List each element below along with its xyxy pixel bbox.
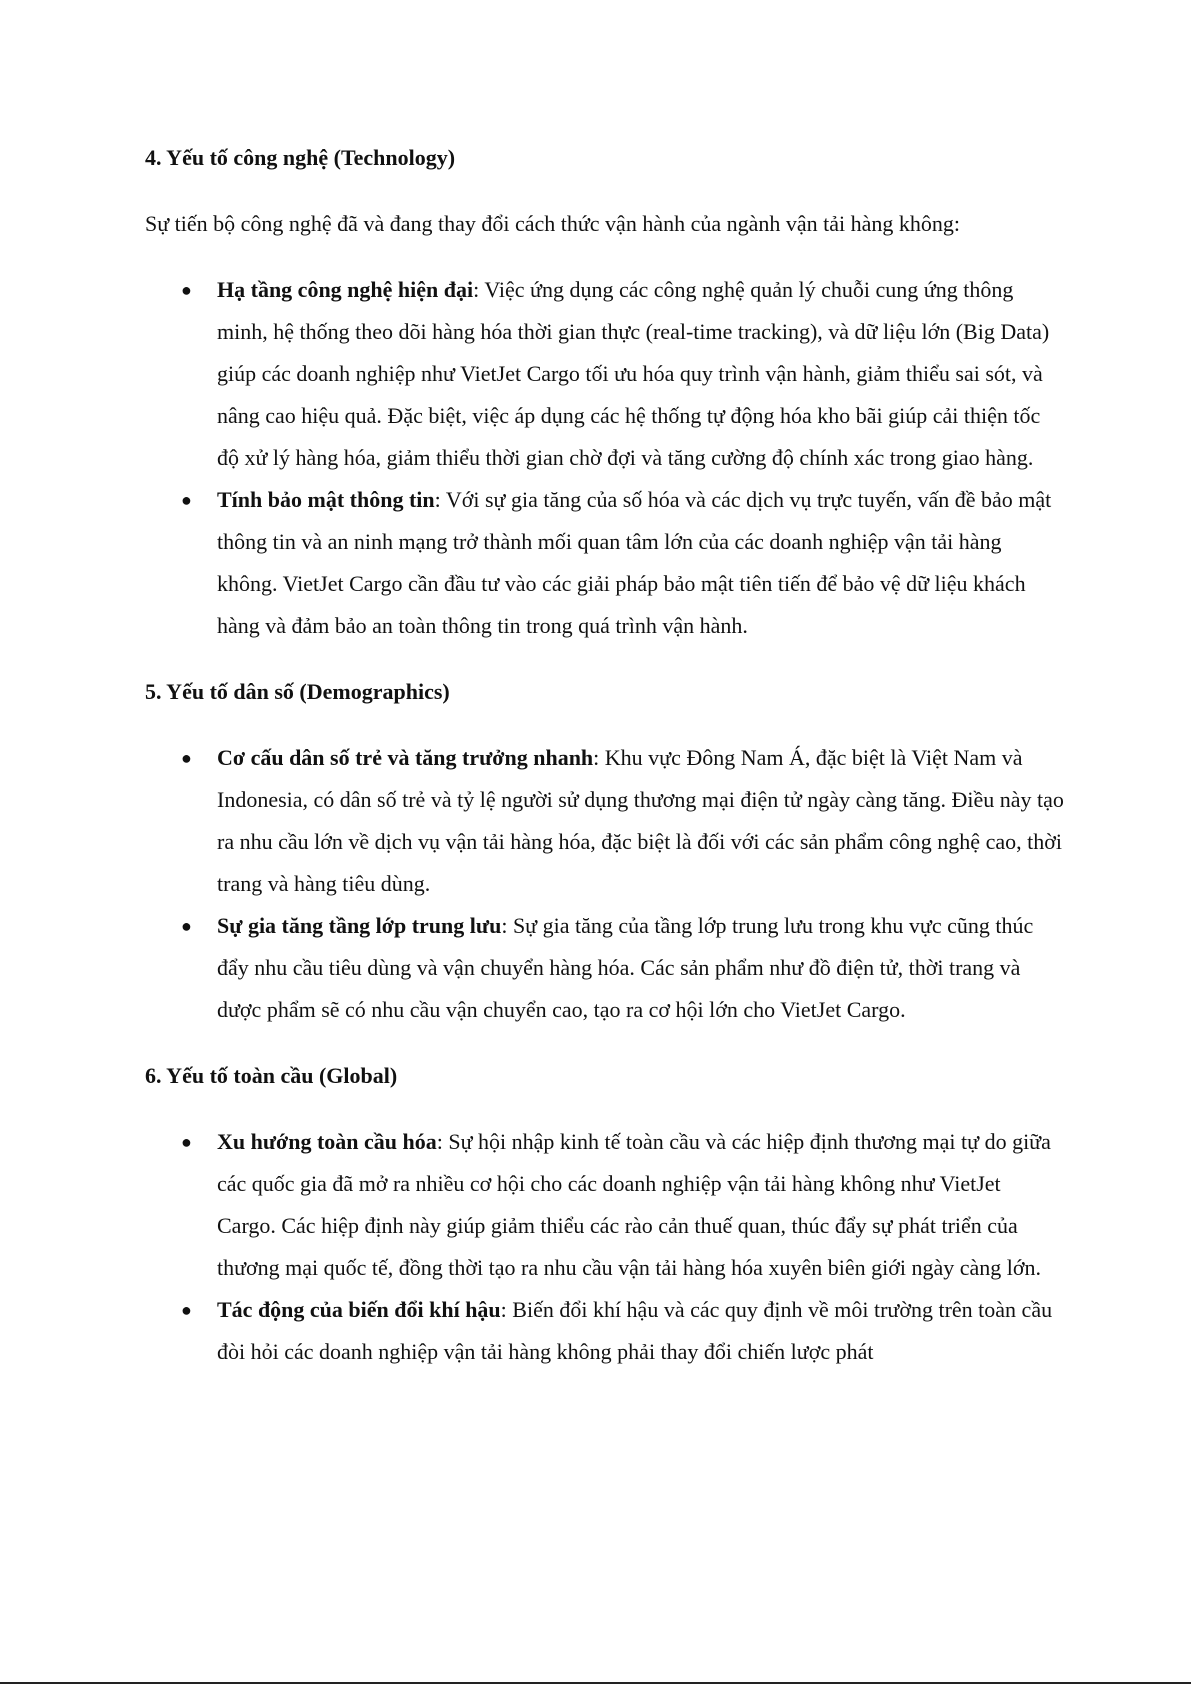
section-technology	[145, 137, 1065, 647]
bullet-term: Sự gia tăng tầng lớp trung lưu	[217, 913, 502, 938]
section-demographics	[145, 671, 1065, 1031]
list-item	[145, 1289, 1065, 1373]
bullet-list	[145, 737, 1065, 1031]
bullet-term: Xu hướng toàn cầu hóa	[217, 1129, 437, 1154]
bullet-term: Tính bảo mật thông tin	[217, 487, 435, 512]
page-bottom-rule	[0, 1682, 1191, 1684]
list-item	[145, 1121, 1065, 1289]
section-heading: 6. Yếu tố toàn cầu (Global)	[145, 1063, 398, 1088]
bullet-text: : Biến đổi khí hậu và các quy định về môi trường trên toàn cầu đòi hỏi các doanh nghiệp vận tải hàng không phải thay đổi chiến lược phát	[217, 1297, 1053, 1364]
bullet-term: Cơ cấu dân số trẻ và tăng trưởng nhanh	[217, 745, 594, 770]
section-intro: Sự tiến bộ công nghệ đã và đang thay đổi cách thức vận hành của ngành vận tải hàng không:	[145, 211, 961, 236]
bullet-icon: ●	[181, 1132, 192, 1152]
list-item	[145, 905, 1065, 1031]
bullet-icon: ●	[181, 280, 192, 300]
bullet-term: Tác động của biến đổi khí hậu	[217, 1297, 501, 1322]
bullet-text: : Sự hội nhập kinh tế toàn cầu và các hiệp định thương mại tự do giữa các quốc gia đã mở ra nhiều cơ hội cho các doanh nghiệp vận tải hàng không như VietJet Cargo. Các hiệp định này giúp giảm thiểu các rào cản thuế quan, thúc đẩy sự phát triển của thương mại quốc tế, đồng thời tạo ra nhu cầu vận tải hàng hóa xuyên biên giới ngày càng lớn.	[217, 1129, 1051, 1280]
section-heading: 5. Yếu tố dân số (Demographics)	[145, 679, 450, 704]
bullet-term: Hạ tầng công nghệ hiện đại	[217, 277, 474, 302]
bullet-icon: ●	[181, 748, 192, 768]
section-global	[145, 1055, 1065, 1373]
bullet-text: : Với sự gia tăng của số hóa và các dịch vụ trực tuyến, vấn đề bảo mật thông tin và an ninh mạng trở thành mối quan tâm lớn của các doanh nghiệp vận tải hàng không. VietJet Cargo cần đầu tư vào các giải pháp bảo mật tiên tiến để bảo vệ dữ liệu khách hàng và đảm bảo an toàn thông tin trong quá trình vận hành.	[217, 487, 1052, 638]
bullet-icon: ●	[181, 490, 192, 510]
section-heading: 4. Yếu tố công nghệ (Technology)	[145, 145, 456, 170]
bullet-icon: ●	[181, 916, 192, 936]
page-content	[145, 137, 1065, 1397]
bullet-list	[145, 269, 1065, 647]
list-item	[145, 737, 1065, 905]
bullet-text: : Sự gia tăng của tầng lớp trung lưu trong khu vực cũng thúc đẩy nhu cầu tiêu dùng và vận chuyển hàng hóa. Các sản phẩm như đồ điện tử, thời trang và dược phẩm sẽ có nhu cầu vận chuyển cao, tạo ra cơ hội lớn cho VietJet Cargo.	[217, 913, 1034, 1022]
bullet-list	[145, 1121, 1065, 1373]
bullet-text: : Việc ứng dụng các công nghệ quản lý chuỗi cung ứng thông minh, hệ thống theo dõi hàng hóa thời gian thực (real-time tracking), và dữ liệu lớn (Big Data) giúp các doanh nghiệp như VietJet Cargo tối ưu hóa quy trình vận hành, giảm thiểu sai sót, và nâng cao hiệu quả. Đặc biệt, việc áp dụng các hệ thống tự động hóa kho bãi giúp cải thiện tốc độ xử lý hàng hóa, giảm thiểu thời gian chờ đợi và tăng cường độ chính xác trong giao hàng.	[217, 277, 1050, 470]
list-item	[145, 479, 1065, 647]
bullet-icon: ●	[181, 1300, 192, 1320]
list-item	[145, 269, 1065, 479]
bullet-text: : Khu vực Đông Nam Á, đặc biệt là Việt Nam và Indonesia, có dân số trẻ và tỷ lệ người sử dụng thương mại điện tử ngày càng tăng. Điều này tạo ra nhu cầu lớn về dịch vụ vận tải hàng hóa, đặc biệt là đối với các sản phẩm công nghệ cao, thời trang và hàng tiêu dùng.	[217, 745, 1064, 896]
